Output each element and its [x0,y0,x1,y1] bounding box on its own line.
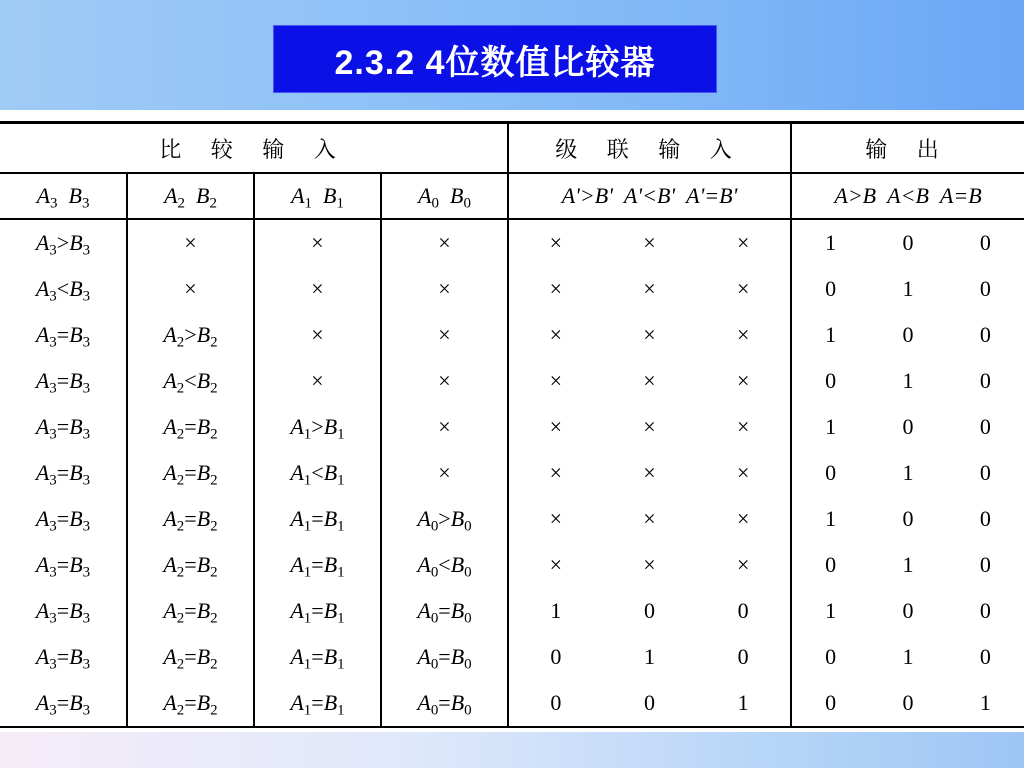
table-row [0,496,1024,542]
table-row [0,312,1024,358]
cell-a1b1: × [254,358,381,404]
cell-a3b3: $A_3>B_3$ [35,230,91,259]
cell-cascade [508,634,791,680]
cell-cascade-value: × [549,322,563,347]
cell-a0b0: $A_0>B_0$ [381,496,508,542]
cell-output [791,680,1024,727]
cell-output-value: 0 [902,414,914,439]
cell-a2b2: × [127,266,254,312]
cell-cascade [508,680,791,727]
cell-a2b2: $A_2=B_2$ [127,542,254,588]
cell-a1b1: $A_1=B_1$ [254,496,381,542]
cell-output-value: 0 [825,368,837,393]
footer-band [0,732,1024,768]
cell-cascade-value: × [736,506,750,531]
header-a2b2: $A_2$ $B_2$ [127,173,254,219]
cell-a0b0: × [381,219,508,266]
cell-cascade-value: × [643,552,656,577]
cell-cascade-value: × [643,230,656,255]
cell-a2b2: $A_2<B_2$ [127,358,254,404]
cell-output-value: 0 [825,460,837,485]
header-outputs: 输 出 [791,123,1024,174]
header-cascade-inputs: 级 联 输 入 [508,123,791,174]
cell-cascade-value: × [549,230,563,255]
cell-cascade-value: 1 [550,598,562,623]
cell-cascade-value: × [643,414,656,439]
table-row [0,634,1024,680]
cell-output-value: 0 [979,276,991,301]
cell-cascade-value: 0 [737,644,749,669]
cell-cascade-value: × [549,368,563,393]
cell-a3b3: $A_3=B_3$ [35,598,91,627]
cell-output-value: 0 [979,230,991,255]
cell-output-value: 0 [979,368,991,393]
cell-a2b2: $A_2>B_2$ [127,312,254,358]
cell-a1b1: $A_1=B_1$ [254,634,381,680]
cell-cascade [508,496,791,542]
cell-a2b2: $A_2=B_2$ [127,680,254,727]
cell-a3b3: $A_3=B_3$ [35,322,91,351]
cell-cascade [508,312,791,358]
cell-a0b0: $A_0=B_0$ [381,680,508,727]
header-cascade-columns: A'>B' A'<B' A'=B' [508,173,791,219]
cell-cascade [508,219,791,266]
cell-cascade [508,450,791,496]
cell-cascade-value: × [643,460,656,485]
cell-output [791,266,1024,312]
cell-cascade [508,404,791,450]
cell-a0b0: $A_0=B_0$ [381,588,508,634]
comparator-truth-table [0,121,1024,728]
cell-output-value: 0 [825,276,837,301]
cell-output [791,219,1024,266]
table-row [0,450,1024,496]
cell-cascade [508,358,791,404]
cell-cascade-value: × [549,552,563,577]
header-row-columns [0,173,1024,219]
cell-output-value: 0 [979,414,991,439]
cell-cascade-value: 0 [644,598,655,623]
table-row [0,266,1024,312]
table-row [0,542,1024,588]
cell-a2b2: × [127,219,254,266]
cell-a1b1: $A_1=B_1$ [254,680,381,727]
cell-output-value: 1 [902,276,914,301]
cell-a0b0: × [381,450,508,496]
cell-cascade-value: 0 [644,690,655,715]
cell-a0b0: × [381,404,508,450]
cell-output-value: 0 [979,460,991,485]
cell-a0b0: $A_0<B_0$ [381,542,508,588]
cell-a2b2: $A_2=B_2$ [127,634,254,680]
header-a0b0: $A_0$ $B_0$ [381,173,508,219]
cell-cascade-value: × [643,506,656,531]
cell-a1b1: $A_1=B_1$ [254,588,381,634]
cell-output-value: 0 [979,644,991,669]
cell-a0b0: × [381,312,508,358]
cell-output [791,404,1024,450]
cell-output-value: 0 [902,690,914,715]
cell-a1b1: $A_1>B_1$ [254,404,381,450]
cell-cascade-value: 1 [644,644,655,669]
cell-a3b3: $A_3=B_3$ [35,506,91,535]
header-compare-inputs: 比 较 输 入 [0,123,508,174]
cell-output-value: 1 [825,414,837,439]
cell-output-value: 1 [902,368,914,393]
cell-a2b2: $A_2=B_2$ [127,450,254,496]
table-row [0,358,1024,404]
cell-a3b3: $A_3=B_3$ [35,552,91,581]
cell-output-value: 1 [979,690,991,715]
cell-a1b1: × [254,219,381,266]
cell-a1b1: $A_1=B_1$ [254,542,381,588]
cell-output-value: 1 [825,506,837,531]
cell-a3b3: $A_3=B_3$ [0,680,127,727]
cell-cascade-value: 0 [550,690,562,715]
cell-cascade-value: × [736,460,750,485]
cell-cascade-value: × [549,276,563,301]
cell-cascade [508,542,791,588]
cell-cascade-value: × [549,414,563,439]
cell-output-value: 0 [979,506,991,531]
cell-output [791,588,1024,634]
cell-cascade-value: 1 [737,690,749,715]
cell-cascade-value: 0 [737,598,749,623]
cell-output-value: 0 [825,644,837,669]
cell-output-value: 0 [979,322,991,347]
cell-output-value: 1 [825,322,837,347]
cell-cascade-value: × [643,368,656,393]
cell-output-value: 0 [979,598,991,623]
cell-cascade-value: × [736,368,750,393]
table-row [0,404,1024,450]
header-row-groups [0,123,1024,174]
cell-a2b2: $A_2=B_2$ [127,496,254,542]
cell-cascade-value: 0 [550,644,562,669]
cell-a1b1: × [254,312,381,358]
header-a1b1: $A_1$ $B_1$ [254,173,381,219]
cell-a0b0: $A_0=B_0$ [381,634,508,680]
cell-output [791,634,1024,680]
cell-cascade-value: × [549,460,563,485]
cell-cascade-value: × [549,506,563,531]
cell-a0b0: × [381,266,508,312]
cell-output-value: 0 [825,690,837,715]
cell-cascade-value: × [736,552,750,577]
cell-cascade-value: × [736,230,750,255]
header-a3b3: $A_3$ $B_3$ [0,173,127,219]
cell-a2b2: $A_2=B_2$ [127,588,254,634]
cell-a1b1: $A_1<B_1$ [254,450,381,496]
cell-a3b3: $A_3=B_3$ [35,644,91,673]
cell-cascade-value: × [643,322,656,347]
cell-a1b1: × [254,266,381,312]
slide-title: 2.3.2 4位数值比较器 [273,25,717,93]
cell-output-value: 1 [825,598,837,623]
cell-output-value: 0 [902,506,914,531]
cell-cascade-value: × [736,414,750,439]
cell-output-value: 1 [825,230,837,255]
cell-cascade [508,588,791,634]
cell-output-value: 0 [902,230,914,255]
cell-a3b3: $A_3=B_3$ [35,368,91,397]
cell-a3b3: $A_3=B_3$ [35,460,91,489]
cell-output-value: 1 [902,644,914,669]
cell-cascade [508,266,791,312]
cell-output [791,496,1024,542]
cell-output-value: 0 [825,552,837,577]
cell-cascade-value: × [643,276,656,301]
cell-output-value: 1 [902,552,914,577]
cell-output [791,358,1024,404]
cell-output-value: 0 [979,552,991,577]
header-output-columns: A>B A<B A=B [791,173,1024,219]
cell-cascade-value: × [736,276,750,301]
cell-a3b3: $A_3<B_3$ [35,276,91,305]
cell-a0b0: × [381,358,508,404]
cell-output-value: 0 [902,322,914,347]
cell-output-value: 0 [902,598,914,623]
cell-a2b2: $A_2=B_2$ [127,404,254,450]
cell-output-value: 1 [902,460,914,485]
cell-output [791,450,1024,496]
cell-output [791,312,1024,358]
cell-a3b3: $A_3=B_3$ [35,414,91,443]
table-row [0,680,1024,727]
cell-output [791,542,1024,588]
table-row [0,588,1024,634]
cell-cascade-value: × [736,322,750,347]
table-row [0,219,1024,266]
